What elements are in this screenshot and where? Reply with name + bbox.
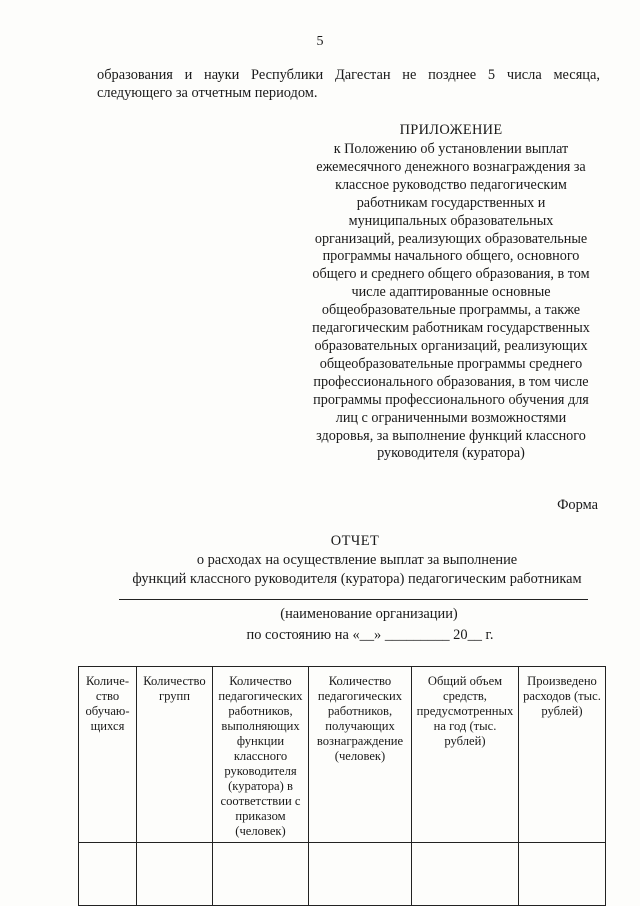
annex-line: общего и среднего общего образования, в том [312,266,590,283]
lead-paragraph [97,66,600,102]
column-header-curators: Количество педагогических работников, выполняющих функции классного руководителя (куратора) в соответствии с приказом (человек) [213,667,309,843]
form-label: Форма [557,497,598,513]
annex-line: программы начального общего, основного [322,248,580,265]
annex-line: руководителя (куратора) [377,445,525,462]
annex-line: ежемесячного денежного вознаграждения за [316,158,586,175]
table-cell [519,843,606,906]
annex-line: профессионального образования, в том числе [313,373,589,390]
table-cell [213,843,309,906]
report-title: ОТЧЕТ [330,533,380,549]
table-cell [137,843,213,906]
page-number: 5 [316,34,324,49]
annex-line: педагогическим работникам государственных [312,320,590,337]
annex-reference [290,141,612,463]
annex-line: к Положению об установлении выплат [333,141,569,157]
annex-line: программы профессионального обучения для [313,391,589,408]
table-row [79,843,606,906]
annex-line: общеобразовательные программы, а также [321,302,581,319]
report-table [78,666,606,906]
organization-caption: (наименование организации) [280,606,458,622]
column-header-expenses: Произведено расходов (тыс. рублей) [519,667,606,843]
column-header-groups: Количество групп [137,667,213,843]
lead-line-2: следующего за отчетным периодом. [97,85,318,101]
annex-line: здоровья, за выполнение функций классного [316,427,586,444]
annex-line: организаций, реализующих образовательные [314,230,588,247]
annex-line: муниципальных образовательных [348,212,554,229]
as-of-date-line: по состоянию на «__» _________ 20__ г. [246,627,494,643]
annex-line: общеобразовательные программы среднего [319,355,583,372]
table-header-row [79,667,606,843]
table-cell [412,843,519,906]
organization-name-line [119,599,588,600]
column-header-rewarded-staff: Количество педагогических работников, получающих вознаграждение (человек) [309,667,412,843]
report-subtitle [97,551,617,589]
annex-line: числе адаптированные основные [351,284,551,301]
annex-title: ПРИЛОЖЕНИЕ [399,122,503,138]
report-subtitle-line-2: функций классного руководителя (куратора) педагогическим работникам [132,571,582,587]
lead-line-1: образования и науки Республики Дагестан не позднее 5 числа месяца, [97,67,600,83]
annex-line: образовательных организаций, реализующих [314,337,588,354]
report-subtitle-line-1: о расходах на осуществление выплат за выполнение [196,552,518,568]
annex-line: лиц с ограниченными возможностями [335,409,567,426]
annex-line: работникам государственных и [356,194,546,211]
table-cell [309,843,412,906]
annex-line: классное руководство педагогическим [335,176,567,193]
column-header-students: Количе- ство обучаю- щихся [79,667,137,843]
table-cell [79,843,137,906]
column-header-annual-funds: Общий объем средств, предусмотренных на год (тыс. рублей) [412,667,519,843]
